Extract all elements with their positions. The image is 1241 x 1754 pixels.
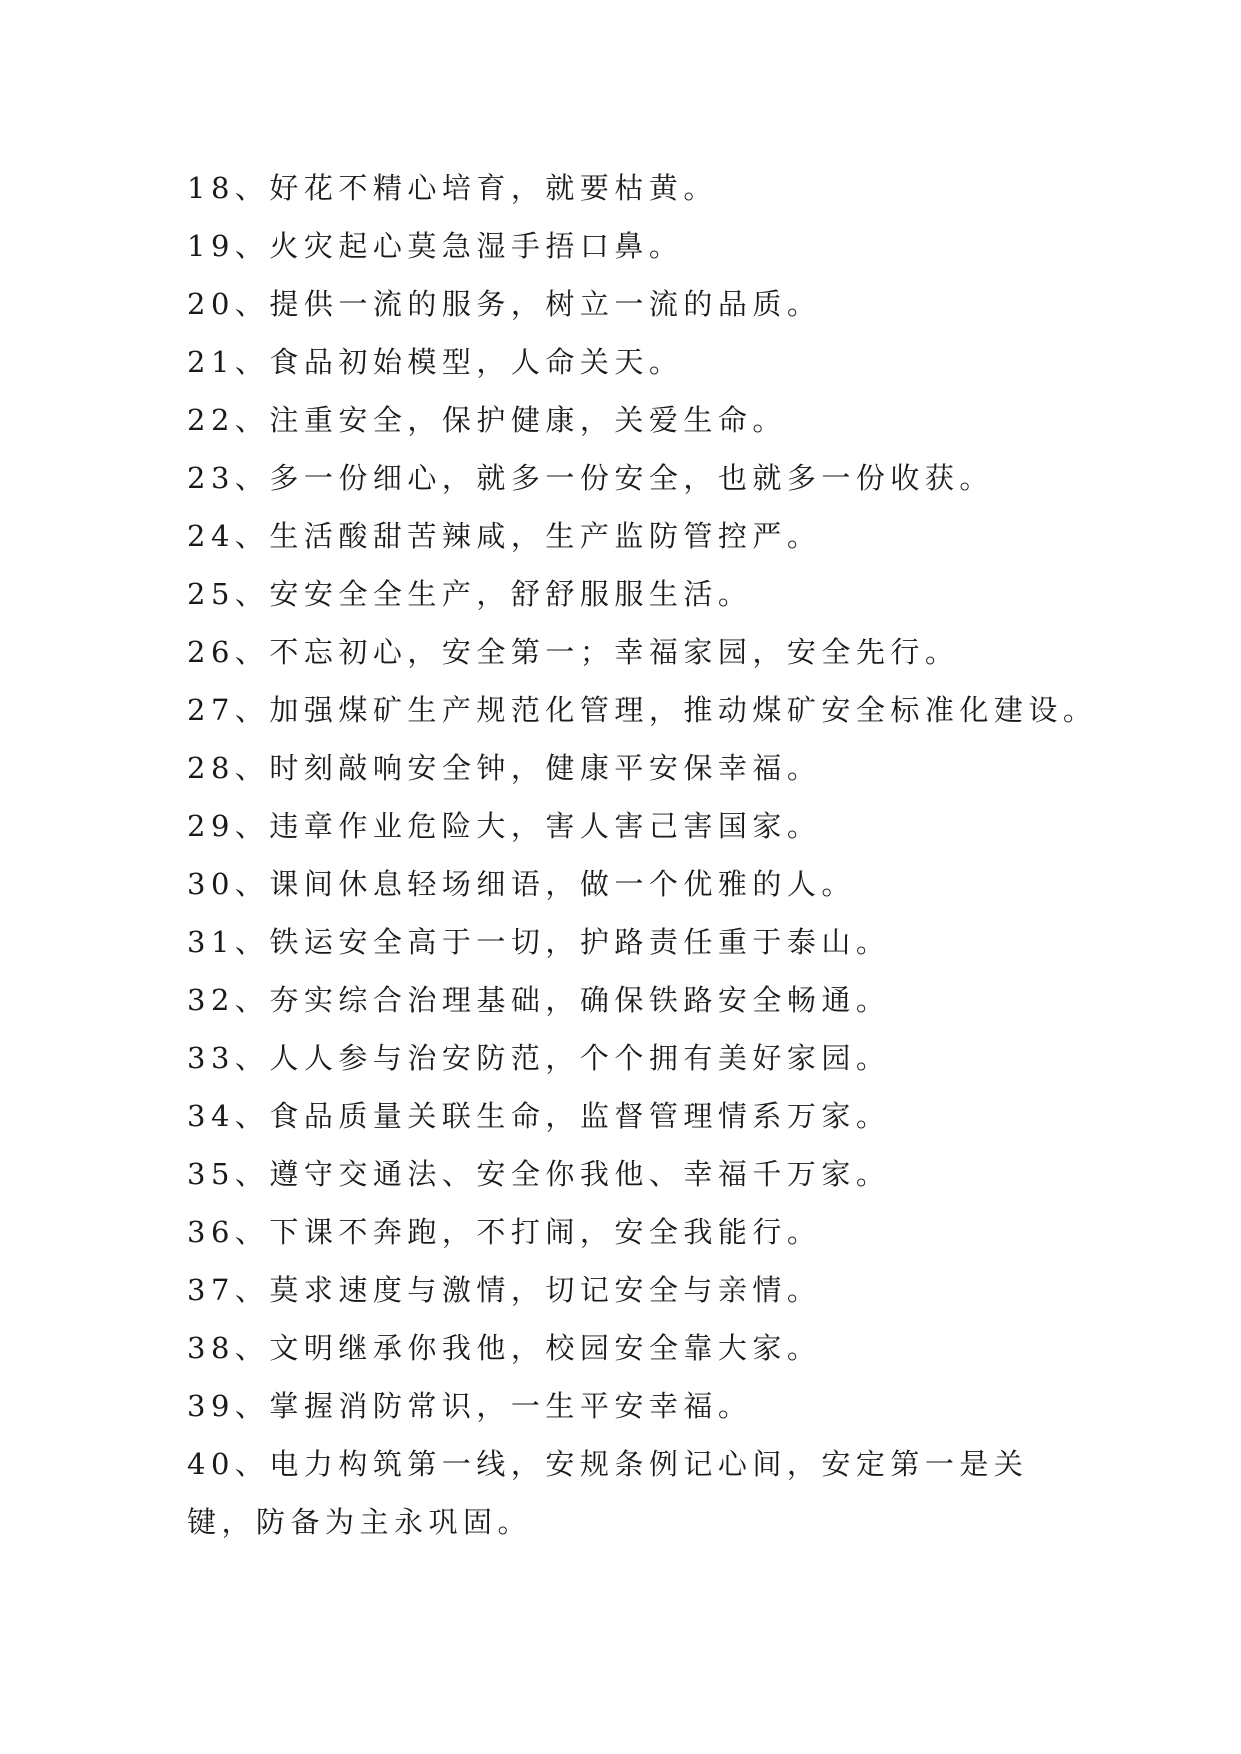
list-item: 31、铁运安全高于一切，护路责任重于泰山。 xyxy=(187,925,891,959)
slogan-list xyxy=(187,159,1098,1551)
list-item: 25、安安全全生产，舒舒服服生活。 xyxy=(187,577,753,611)
list-item: 37、莫求速度与激情，切记安全与亲情。 xyxy=(187,1273,822,1307)
list-item: 30、课间休息轻场细语，做一个优雅的人。 xyxy=(187,867,856,901)
list-item: 29、违章作业危险大，害人害己害国家。 xyxy=(187,809,822,843)
list-item: 23、多一份细心，就多一份安全，也就多一份收获。 xyxy=(187,461,994,495)
list-item: 33、人人参与治安防范，个个拥有美好家园。 xyxy=(187,1041,891,1075)
list-item: 28、时刻敲响安全钟，健康平安保幸福。 xyxy=(187,751,822,785)
list-item: 24、生活酸甜苦辣咸，生产监防管控严。 xyxy=(187,519,822,553)
list-item: 34、食品质量关联生命，监督管理情系万家。 xyxy=(187,1099,891,1133)
list-item: 19、火灾起心莫急湿手捂口鼻。 xyxy=(187,229,684,263)
list-item: 39、掌握消防常识，一生平安幸福。 xyxy=(187,1389,753,1423)
list-item: 36、下课不奔跑，不打闹，安全我能行。 xyxy=(187,1215,822,1249)
list-item: 40、电力构筑第一线，安规条例记心间，安定第一是关键，防备为主永巩固。 xyxy=(187,1447,1029,1539)
list-item: 26、不忘初心，安全第一；幸福家园，安全先行。 xyxy=(187,635,960,669)
list-item: 32、夯实综合治理基础，确保铁路安全畅通。 xyxy=(187,983,891,1017)
list-item: 21、食品初始模型，人命关天。 xyxy=(187,345,684,379)
list-item: 22、注重安全，保护健康，关爱生命。 xyxy=(187,403,787,437)
list-item: 18、好花不精心培育，就要枯黄。 xyxy=(187,171,718,205)
list-item: 35、遵守交通法、安全你我他、幸福千万家。 xyxy=(187,1157,891,1191)
list-item: 38、文明继承你我他，校园安全靠大家。 xyxy=(187,1331,822,1365)
list-item: 27、加强煤矿生产规范化管理，推动煤矿安全标准化建设。 xyxy=(187,693,1098,727)
list-item: 20、提供一流的服务，树立一流的品质。 xyxy=(187,287,822,321)
